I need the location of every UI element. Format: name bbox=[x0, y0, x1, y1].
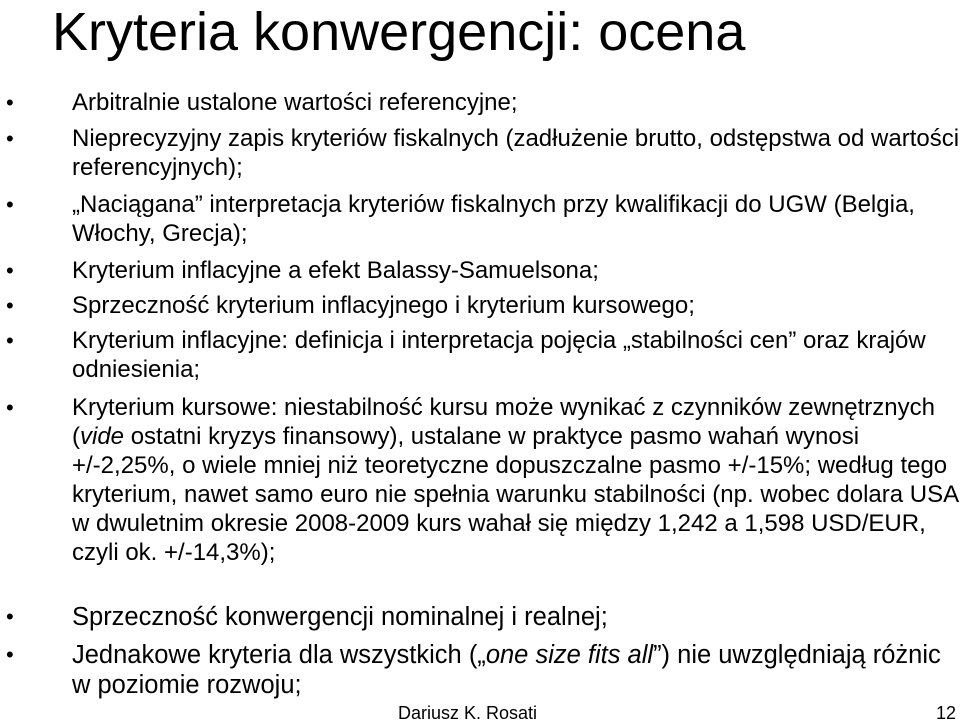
bullet-item bbox=[6, 256, 960, 285]
bullet-text: Sprzeczność konwergencji nominalnej i realnej; bbox=[72, 603, 608, 631]
bullet-item bbox=[6, 393, 960, 567]
bullet-item bbox=[6, 326, 960, 384]
bullet-text: Nieprecyzyjny zapis kryteriów fiskalnych (zadłużenie brutto, odstępstwa od wartości referencyjnych); bbox=[72, 125, 960, 181]
bullet-dot-icon: • bbox=[6, 126, 14, 151]
bullet-text-italic: vide bbox=[80, 423, 125, 450]
bullet-dot-icon: • bbox=[6, 293, 14, 318]
bullet-text: ostatni kryzys finansowy), ustalane w praktyce pasmo wahań wynosi +/-2,25%, o wiele mniej niż teoretyczne dopuszczalne pasmo +/-15%; według tego kryterium, nawet samo euro nie spełnia warunku stabilności (np. wobec dolara USA w dwuletnim okresie 2008-2009 kurs wahał się między 1,242 a 1,598 USD/EUR, czyli ok. +/-14,3%); bbox=[72, 423, 958, 566]
bullet-text: Kryterium kursowe: niestabilność kursu może wynikać z czynników zewnętrznych ( bbox=[72, 394, 935, 450]
bullet-dot-icon: • bbox=[6, 604, 14, 629]
footer-author: Dariusz K. Rosati bbox=[398, 703, 538, 723]
bullet-item bbox=[6, 291, 960, 320]
bullet-item bbox=[6, 88, 960, 117]
bullet-text: Jednakowe kryteria dla wszystkich („ bbox=[72, 641, 486, 669]
bullet-text: Sprzeczność kryterium inflacyjnego i kryterium kursowego; bbox=[72, 292, 695, 319]
bullet-item bbox=[6, 640, 960, 700]
page-number: 12 bbox=[936, 703, 957, 723]
bullet-dot-icon: • bbox=[6, 395, 14, 420]
bullet-dot-icon: • bbox=[6, 90, 14, 115]
bullet-item bbox=[6, 602, 960, 632]
slide-title: Kryteria konwergencji: ocena bbox=[52, 2, 746, 62]
bullet-item bbox=[6, 190, 960, 248]
bullet-text-italic: one size fits all bbox=[485, 641, 654, 669]
bullet-text: ”) nie uwzględniają różnic w poziomie rozwoju; bbox=[72, 641, 941, 699]
bullet-text: „Naciągana” interpretacja kryteriów fiskalnych przy kwalifikacji do UGW (Belgia, Włochy, Grecja); bbox=[72, 191, 915, 247]
bullet-text: Kryterium inflacyjne a efekt Balassy-Samuelsona; bbox=[72, 257, 599, 284]
bullet-dot-icon: • bbox=[6, 328, 14, 353]
bullet-dot-icon: • bbox=[6, 258, 14, 283]
bullet-text: Kryterium inflacyjne: definicja i interpretacja pojęcia „stabilności cen” oraz krajów odniesienia; bbox=[72, 327, 926, 383]
bullet-text: Arbitralnie ustalone wartości referencyjne; bbox=[72, 89, 518, 116]
bullet-item bbox=[6, 124, 960, 182]
bullet-dot-icon: • bbox=[6, 192, 14, 217]
bullet-dot-icon: • bbox=[6, 642, 14, 667]
